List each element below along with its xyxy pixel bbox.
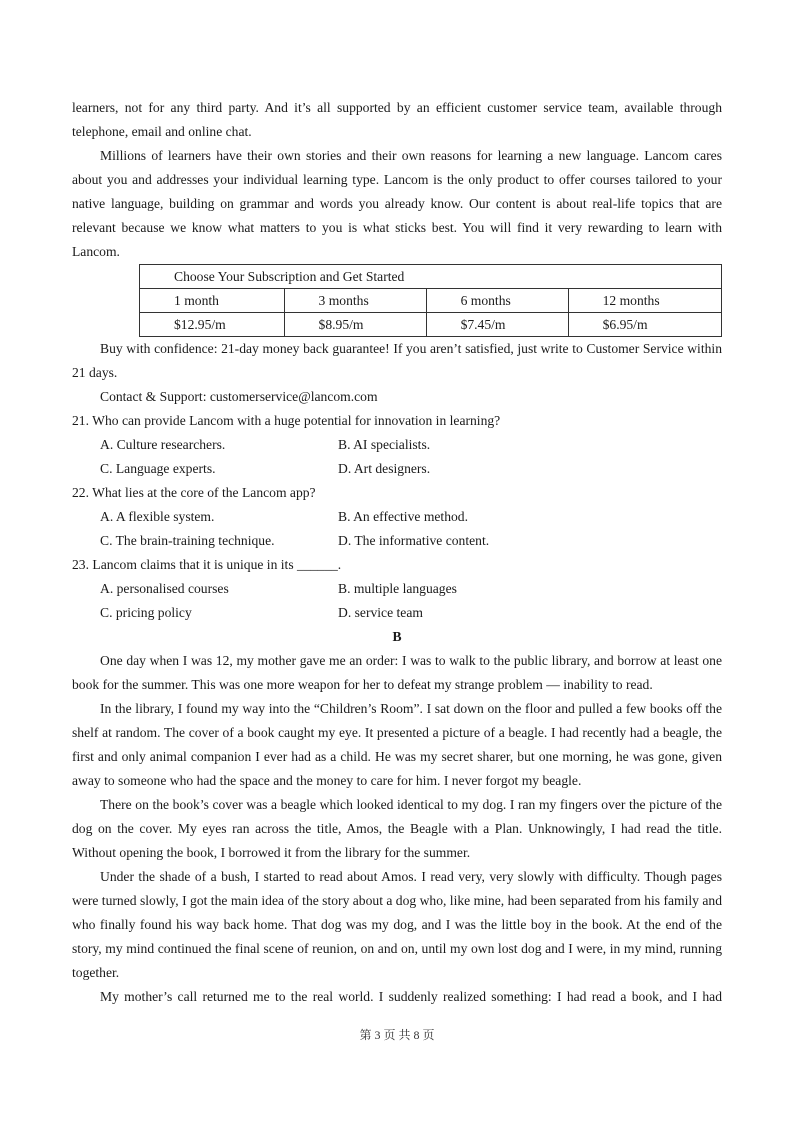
- table-cell: $6.95/m: [568, 313, 721, 337]
- table-cell: 12 months: [568, 289, 721, 313]
- paragraph: In the library, I found my way into the “Children’s Room”. I sat down on the floor and pulled a few books off the shelf at random. The cover of a book caught my eye. It presented a picture of a beagle. I had recently had a beagle, the first and only animal companion I ever had as a child. He was my secret sharer, but one morning, he was gone, given away to someone who had the space and the money to care for him. I never forgot my beagle.: [72, 701, 722, 788]
- paragraph: Millions of learners have their own stories and their own reasons for learning a new language. Lancom cares about you and addresses your individual learning type. Lancom is the only product to offer courses tailored to your native language, building on grammar and words you already know. Our content is about real-life topics that are relevant because we know what matters to you is what sticks best. You will find it very rewarding to learn with Lancom.: [72, 148, 722, 259]
- option-c: C. Language experts.: [100, 461, 216, 476]
- paragraph: learners, not for any third party. And it’s all supported by an efficient customer service team, available through telephone, email and online chat.: [72, 100, 722, 139]
- question-23: [72, 553, 722, 625]
- option-a: A. Culture researchers.: [100, 437, 226, 452]
- guarantee-text: Buy with confidence: 21-day money back guarantee! If you aren’t satisfied, just write to Customer Service within 21 days.: [72, 341, 722, 380]
- table-cell: $8.95/m: [284, 313, 426, 337]
- table-title: Choose Your Subscription and Get Started: [140, 265, 722, 289]
- table-cell: $12.95/m: [140, 313, 285, 337]
- question-stem: 21. Who can provide Lancom with a huge potential for innovation in learning?: [72, 413, 501, 428]
- table-cell: 6 months: [426, 289, 568, 313]
- question-stem: 23. Lancom claims that it is unique in its ______.: [72, 557, 342, 572]
- option-b: B. An effective method.: [338, 509, 468, 524]
- option-b: B. multiple languages: [338, 581, 457, 596]
- paragraph: Under the shade of a bush, I started to read about Amos. I read very, very slowly with difficulty. Though pages were turned slowly, I got the main idea of the story about a dog who, like mine, had been separated from his family and who finally found his way back home. That dog was my dog, and I was the little boy in the book. At the end of the story, my mind continued the final scene of reunion, on and on, until my own lost dog and I were, in my mind, running together.: [72, 869, 722, 980]
- option-b: B. AI specialists.: [338, 437, 431, 452]
- paragraph: One day when I was 12, my mother gave me an order: I was to walk to the public library, and borrow at least one book for the summer. This was one more weapon for her to defeat my strange problem — inability to read.: [72, 653, 722, 692]
- option-c: C. pricing policy: [100, 605, 192, 620]
- table-row-prices: [140, 313, 722, 337]
- option-c: C. The brain-training technique.: [100, 533, 275, 548]
- question-22: [72, 481, 722, 553]
- table-cell: 1 month: [140, 289, 285, 313]
- document-page: [72, 96, 722, 1009]
- question-stem: 22. What lies at the core of the Lancom app?: [72, 485, 316, 500]
- option-d: D. Art designers.: [338, 461, 431, 476]
- table-row-durations: [140, 289, 722, 313]
- section-label: B: [392, 629, 402, 644]
- option-a: A. A flexible system.: [100, 509, 215, 524]
- paragraph: There on the book’s cover was a beagle which looked identical to my dog. I ran my fingers over the picture of the dog on the cover. My eyes ran across the title, Amos, the Beagle with a Plan. Unknowingly, I had read the title. Without opening the book, I borrowed it from the library for the summer.: [72, 797, 722, 860]
- contact-text: Contact & Support: customerservice@lancom.com: [100, 389, 378, 404]
- question-21: [72, 409, 722, 481]
- option-a: A. personalised courses: [100, 581, 229, 596]
- paragraph: My mother’s call returned me to the real world. I suddenly realized something: I had read a book, and I had: [100, 989, 722, 1004]
- table-cell: 3 months: [284, 289, 426, 313]
- table-cell: $7.45/m: [426, 313, 568, 337]
- page-footer: 第 3 页 共 8 页: [359, 1028, 435, 1042]
- option-d: D. service team: [338, 605, 423, 620]
- option-d: D. The informative content.: [338, 533, 490, 548]
- subscription-table: [139, 264, 722, 337]
